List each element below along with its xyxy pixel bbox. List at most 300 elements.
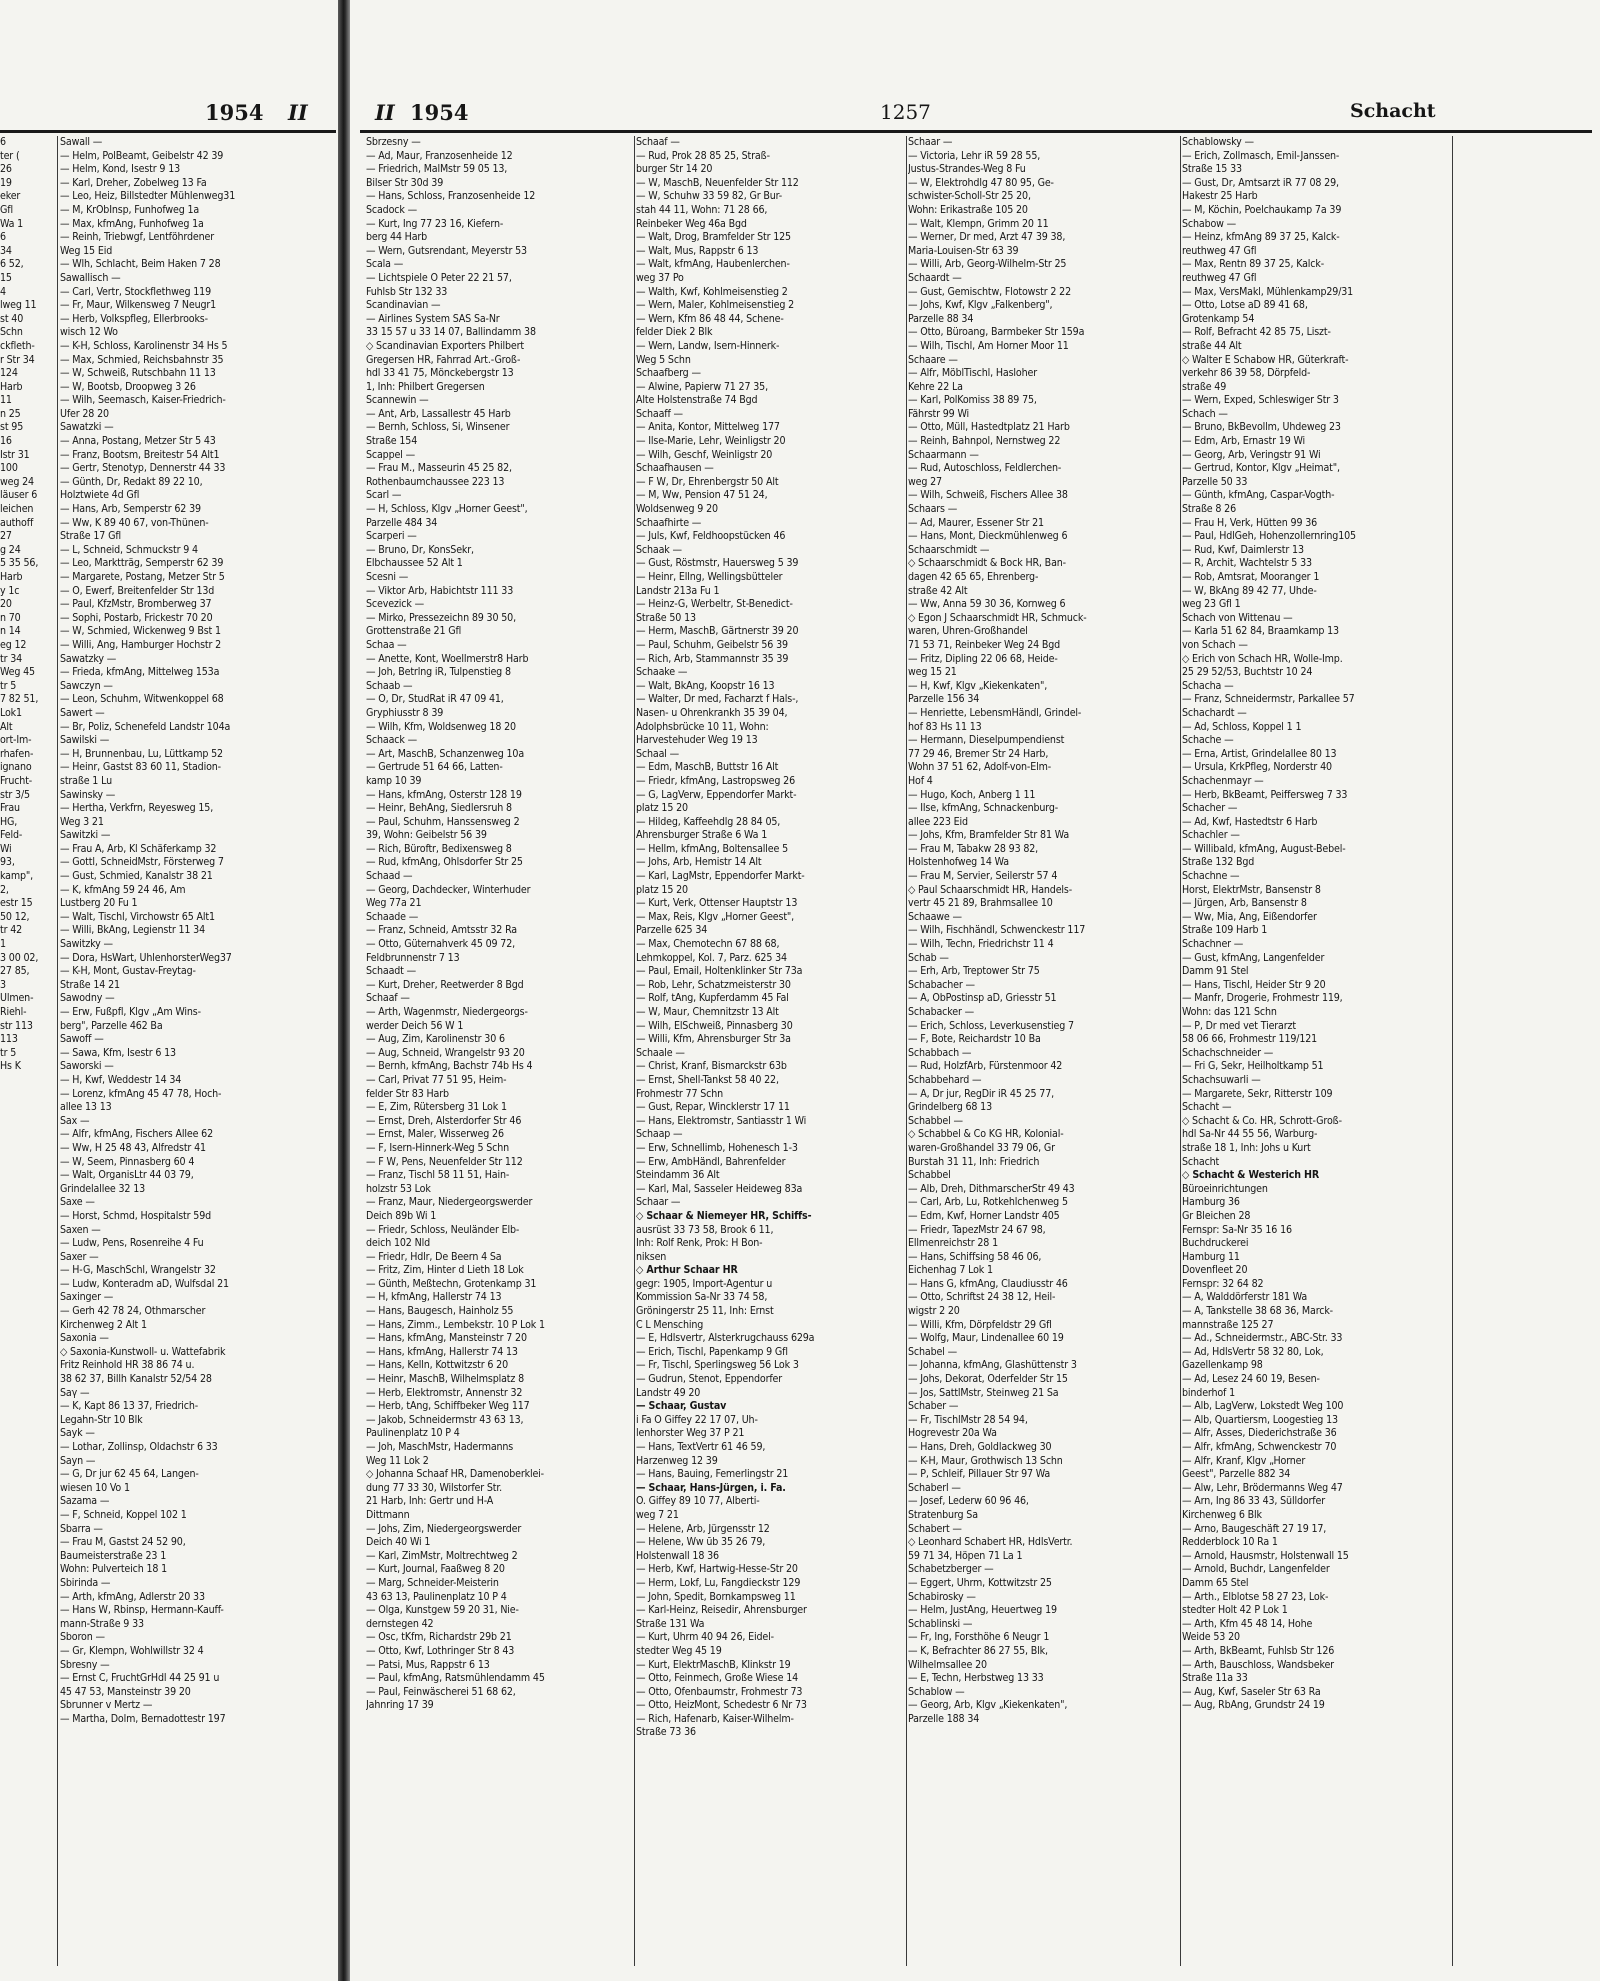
directory-entry-line: — Ad, Maurer, Essener Str 21 [908, 516, 1044, 529]
directory-entry-line: Schabbach — [908, 1046, 972, 1059]
directory-entry-line: — Frau M., Masseurin 45 25 82, [366, 462, 512, 475]
directory-entry-line: Straße 154 [366, 435, 418, 448]
directory-entry-line: — Rich, Büroftr, Bedixensweg 8 [366, 842, 512, 855]
directory-entry-line: Fritz Reinhold HR 38 86 74 u. [60, 1359, 195, 1372]
directory-entry-line: Schabirosky — [908, 1590, 976, 1603]
directory-entry-line: — Hans, Schiffsing 58 46 06, [908, 1250, 1042, 1263]
directory-entry-line: Frau [0, 802, 20, 815]
directory-entry-line: — E, Techn, Herbstweg 13 33 [908, 1672, 1044, 1685]
directory-entry-line: Geest", Parzelle 882 34 [1182, 1468, 1291, 1481]
directory-entry-line: Saxe — [60, 1196, 95, 1209]
directory-entry-line: — Leon, Schuhm, Witwenkoppel 68 [60, 693, 224, 706]
directory-entry-line: — Arth, BkBeamt, Fuhlsb Str 126 [1182, 1644, 1335, 1657]
directory-entry-line: Parzelle 156 34 [908, 693, 980, 706]
directory-entry-line: estr 15 [0, 897, 33, 910]
directory-entry-line: — Ludw, Konteradm aD, Wulfsdal 21 [60, 1277, 229, 1290]
directory-entry-line: Lustberg 20 Fu 1 [60, 897, 138, 910]
directory-entry-line: tr 34 [0, 652, 23, 665]
directory-entry-line: wiesen 10 Vo 1 [60, 1481, 130, 1494]
directory-entry-line: — Henriette, LebensmHändl, Grindel- [908, 706, 1082, 719]
directory-entry-line: — P, Dr med vet Tierarzt [1182, 1019, 1296, 1032]
directory-entry-line: — A, Walddörferstr 181 Wa [1182, 1291, 1308, 1304]
directory-entry-line: — Airlines System SAS Sa-Nr [366, 312, 500, 325]
directory-entry-line: — Rolf, tAng, Kupferdamm 45 Fal [636, 992, 789, 1005]
directory-entry-line: — Max, Chemotechn 67 88 68, [636, 938, 780, 951]
directory-entry-line: ckfleth- [0, 339, 35, 352]
directory-entry-line: — Friedr, Hdlr, De Beern 4 Sa [366, 1250, 502, 1263]
directory-entry-line: — Herm, Lokf, Lu, Fangdieckstr 129 [636, 1576, 801, 1589]
directory-entry-line: Sbrunner v Mertz — [60, 1699, 153, 1712]
directory-entry-line: — Paul, KfzMstr, Bromberweg 37 [60, 598, 212, 611]
directory-entry-line: Sbresny — [60, 1658, 110, 1671]
directory-entry-line: Scannewin — [366, 394, 429, 407]
directory-entry-line: — Mirko, Pressezeichn 89 30 50, [366, 611, 516, 624]
directory-entry-line: Dovenfleet 20 [1182, 1264, 1248, 1277]
directory-entry-line: 33 15 57 u 33 14 07, Ballindamm 38 [366, 326, 536, 339]
directory-entry-line: — Arno, Baugeschäft 27 19 17, [1182, 1522, 1327, 1535]
directory-entry-line: — Willibald, kfmAng, August-Bebel- [1182, 842, 1346, 855]
directory-entry-line: Buchdruckerei [1182, 1237, 1249, 1250]
directory-entry-line: weg 23 Gfl 1 [1182, 598, 1241, 611]
directory-entry-line: — Rolf, Befracht 42 85 75, Liszt- [1182, 326, 1331, 339]
directory-entry-line: Sawall — [60, 136, 103, 148]
directory-entry-line: straße 44 Alt [1182, 339, 1242, 352]
right-header-rule [360, 130, 1592, 133]
directory-entry-line: Schaad — [366, 870, 413, 883]
directory-entry-line: werder Deich 56 W 1 [366, 1019, 464, 1032]
directory-entry-line: — Margarete, Postang, Metzer Str 5 [60, 571, 225, 583]
directory-entry-line: Schaale — [636, 1046, 685, 1059]
directory-entry-line: — Rud, Kwf, Daimlerstr 13 [1182, 543, 1304, 556]
directory-entry-line: 59 71 34, Höpen 71 La 1 [908, 1549, 1023, 1562]
directory-entry-line: — W, Seem, Pinnasberg 60 4 [60, 1155, 195, 1168]
directory-entry-line: Eichenhag 7 Lok 1 [908, 1264, 993, 1277]
directory-entry-line: — Walt, kfmAng, Haubenlerchen- [636, 258, 790, 271]
directory-entry-line: — Alfr, kfmAng, Schwenckestr 70 [1182, 1441, 1337, 1453]
directory-entry-line: authoff [0, 516, 34, 529]
directory-entry-line: — Ad, Schloss, Koppel 1 1 [1182, 720, 1302, 733]
directory-entry-line: Schabel — [908, 1345, 957, 1358]
directory-entry-line: Inh: Rolf Renk, Prok: H Bon- [636, 1237, 763, 1250]
directory-entry-line: HG, [0, 815, 18, 828]
directory-entry-line: — Karl, PolKomiss 38 89 75, [908, 394, 1037, 407]
directory-entry-line: ◇ Schabbel & Co KG HR, Kolonial- [908, 1128, 1064, 1141]
directory-entry-line: Schach von Wittenau — [1182, 611, 1293, 624]
directory-entry-line: — F, Schneid, Koppel 102 1 [60, 1508, 187, 1521]
directory-entry-line: Ulmen- [0, 992, 34, 1005]
directory-entry-line: Gazellenkamp 98 [1182, 1359, 1263, 1372]
directory-entry-line: — Helene, Arb, Jürgensstr 12 [636, 1522, 770, 1535]
directory-entry-line: — Leo, Heiz, Billstedter Mühlenweg31 [60, 190, 236, 203]
directory-entry-line: ◇ Erich von Schach HR, Wolle-Imp. [1182, 652, 1343, 665]
directory-entry-line: — Wern, Exped, Schleswiger Str 3 [1182, 394, 1339, 407]
directory-entry-line: Straße 132 Bgd [1182, 856, 1255, 869]
directory-entry-line: wigstr 2 20 [908, 1305, 960, 1318]
directory-entry-line: weg 24 [0, 475, 34, 488]
directory-entry-line: Istr 31 [0, 448, 30, 461]
directory-entry-line: Schabbel [908, 1169, 951, 1182]
directory-entry-line: — Ww, H 25 48 43, Alfredstr 41 [60, 1141, 206, 1154]
column-divider [1452, 136, 1453, 1966]
directory-entry-line: — Alfr, kfmAng, Fischers Allee 62 [60, 1128, 213, 1141]
directory-entry-line: hdl Sa-Nr 44 55 56, Warburg- [1182, 1128, 1318, 1141]
directory-entry-line: — Alb, Quartiersm, Loogestieg 13 [1182, 1413, 1338, 1426]
directory-entry-line: Schab — [908, 951, 949, 964]
directory-entry-line: Schaake — [636, 666, 688, 679]
directory-entry-line: mann-Straße 9 33 [60, 1617, 144, 1630]
directory-entry-line: Schablow — [908, 1685, 965, 1698]
directory-entry-line: — Erh, Arb, Treptower Str 75 [908, 965, 1040, 978]
directory-entry-line: läuser 6 [0, 489, 38, 502]
directory-entry-line: — Hans, Mont, Dieckmühlenweg 6 [908, 530, 1068, 543]
directory-entry-line: straße 49 [1182, 380, 1227, 393]
directory-entry-line: — Friedrich, MalMstr 59 05 13, [366, 163, 508, 176]
directory-entry-line: — Hellm, kfmAng, Boltensallee 5 [636, 842, 788, 855]
column-divider [634, 136, 635, 1966]
directory-entry-line: — Frau M, Tabakw 28 93 82, [908, 842, 1039, 855]
directory-entry-line: — Gertrude 51 64 66, Latten- [366, 761, 503, 774]
directory-entry-line: Schaarschmidt — [908, 543, 990, 556]
directory-entry-line: ausrüst 33 73 58, Brook 6 11, [636, 1223, 774, 1236]
directory-entry-line: — K-H, Mont, Gustav-Freytag- [60, 965, 196, 978]
directory-entry-line: Redderblock 10 Ra 1 [1182, 1536, 1278, 1549]
directory-entry-line: — Rob, Lehr, Schatzmeisterstr 30 [636, 978, 791, 991]
directory-entry-line: straße 42 Alt [908, 584, 968, 597]
directory-entry-line: — F W, Pens, Neuenfelder Str 112 [366, 1155, 523, 1168]
directory-entry-line: Ufer 28 20 [60, 407, 109, 420]
directory-entry-line: — Willi, Kfm, Ahrensburger Str 3a [636, 1033, 791, 1046]
directory-entry-line: — Hertha, Verkfrn, Reyesweg 15, [60, 802, 214, 815]
directory-entry-line: Schaafhausen — [636, 462, 714, 475]
directory-entry-line: Scesni — [366, 571, 409, 583]
directory-entry-line: — Lichtspiele O Peter 22 21 57, [366, 271, 512, 284]
directory-entry-line: Landstr 213a Fu 1 [636, 584, 720, 597]
directory-entry-line: 19 [0, 176, 12, 189]
directory-entry-line: Reinbeker Weg 46a Bgd [636, 217, 747, 230]
directory-entry-line: eg 12 [0, 638, 27, 651]
directory-entry-line: — Aug, Zim, Karolinenstr 30 6 [366, 1033, 505, 1046]
directory-entry-line: — Fr, TischlMstr 28 54 94, [908, 1413, 1028, 1426]
directory-entry-line: — Günth, kfmAng, Caspar-Vogth- [1182, 489, 1335, 502]
directory-entry-line: Schablinski — [908, 1617, 973, 1630]
directory-entry-line: — Hermann, Dieselpumpendienst [908, 734, 1065, 747]
directory-entry-line: r Str 34 [0, 353, 35, 366]
directory-entry-line: — Sophi, Postarb, Frickestr 70 20 [60, 611, 213, 624]
directory-entry-line: — Edm, Arb, Ernastr 19 Wi [1182, 435, 1306, 448]
directory-entry-line: — G, LagVerw, Eppendorfer Markt- [636, 788, 797, 801]
directory-entry-line: waren-Großhandel 33 79 06, Gr [908, 1141, 1055, 1154]
directory-entry-line: Straße 14 21 [60, 978, 120, 991]
directory-entry-line: — Carl, Privat 77 51 95, Heim- [366, 1073, 507, 1086]
directory-entry-line: 15 [0, 271, 12, 284]
directory-entry-line: Wa 1 [0, 217, 24, 230]
directory-entry-line: Legahn-Str 10 Blk [60, 1413, 143, 1426]
directory-entry-line: Straße 109 Harb 1 [1182, 924, 1268, 937]
directory-entry-line: — Ant, Arb, Lassallestr 45 Harb [366, 407, 511, 420]
directory-entry-line: Schabbel — [908, 1114, 963, 1127]
directory-entry-line: stedter Weg 45 19 [636, 1644, 722, 1657]
directory-entry-line: — M, Ww, Pension 47 51 24, [636, 489, 768, 502]
directory-entry-line: — Otto, Schriftst 24 38 12, Heil- [908, 1291, 1056, 1304]
directory-entry-line: — Wilh, Geschf, Weinligstr 20 [636, 448, 773, 461]
directory-entry-line: Schaarmann — [908, 448, 979, 461]
directory-entry-line: — Schaar, Hans-Jürgen, i. Fa. [636, 1481, 786, 1494]
directory-entry-line: — Otto, HeizMont, Schedestr 6 Nr 73 [636, 1699, 807, 1712]
directory-entry-line: Holstenwall 18 36 [636, 1549, 719, 1562]
directory-entry-line: dernstegen 42 [366, 1617, 434, 1630]
directory-entry-line: — Hans, Arb, Semperstr 62 39 [60, 503, 201, 516]
directory-column-5 [1182, 136, 1410, 1976]
directory-entry-line: Scappel — [366, 448, 415, 461]
directory-entry-line: — Hans, Baugesch, Hainholz 55 [366, 1305, 514, 1318]
directory-entry-line: Schaaff — [636, 407, 683, 420]
directory-entry-line: — Johanna, kfmAng, Glashüttenstr 3 [908, 1359, 1077, 1372]
directory-entry-line: 6 52, [0, 258, 24, 271]
directory-entry-line: — Willi, BkAng, Legienstr 11 34 [60, 924, 205, 937]
directory-entry-line: — Franz, Schneidermstr, Parkallee 57 [1182, 693, 1355, 706]
directory-entry-line: 27 [0, 530, 12, 543]
directory-entry-line: berg", Parzelle 462 Ba [60, 1019, 163, 1032]
directory-entry-line: — Christ, Kranf, Bismarckstr 63b [636, 1060, 787, 1073]
directory-entry-line: Hogrevestr 20a Wa [908, 1427, 997, 1440]
directory-entry-line: Kehre 22 La [908, 380, 963, 393]
directory-entry-line: Alte Holstenstraße 74 Bgd [636, 394, 758, 407]
directory-entry-line: Schabacker — [908, 1006, 974, 1018]
directory-entry-line: — F, Isern-Hinnerk-Weg 5 Schn [366, 1141, 510, 1154]
directory-entry-line: — A, Dr jur, RegDir iR 45 25 77, [908, 1087, 1055, 1100]
directory-entry-line: — Ad, Maur, Franzosenheide 12 [366, 149, 513, 162]
directory-entry-line: — Lorenz, kfmAng 45 47 78, Hoch- [60, 1087, 222, 1100]
directory-entry-line: — Karl-Heinz, Reisedir, Ahrensburger [636, 1604, 807, 1617]
directory-entry-line: — Arth, Bauschloss, Wandsbeker [1182, 1658, 1334, 1671]
directory-entry-line: — Karl, Dreher, Zobelweg 13 Fa [60, 176, 207, 189]
directory-entry-line: y 1c [0, 584, 20, 597]
directory-entry-line: i Fa O Giffey 22 17 07, Uh- [636, 1413, 758, 1426]
directory-entry-line: Schachschneider — [1182, 1046, 1274, 1059]
directory-entry-line: — Wilh, Techn, Friedrichstr 11 4 [908, 938, 1054, 951]
directory-entry-line: Saxer — [60, 1250, 99, 1263]
directory-entry-line: — Georg, Arb, Veringstr 91 Wi [1182, 448, 1321, 461]
directory-entry-line: Gr Bleichen 28 [1182, 1209, 1251, 1222]
directory-entry-line: — Paul, Feinwäscherei 51 68 62, [366, 1685, 516, 1698]
directory-entry-line: — H, Brunnenbau, Lu, Lüttkamp 52 [60, 747, 223, 760]
directory-entry-line: ignano [0, 761, 32, 774]
directory-entry-line: Schaadt — [366, 965, 417, 978]
directory-entry-line: — Heinz, kfmAng 89 37 25, Kalck- [1182, 231, 1340, 244]
directory-entry-line: — Wilh, Fischhändl, Schwenckestr 117 [908, 924, 1086, 937]
directory-entry-line: Schachner — [1182, 938, 1244, 951]
directory-entry-line: — Schaar, Gustav [636, 1400, 727, 1413]
directory-entry-line: — Rud, Autoschloss, Feldlerchen- [908, 462, 1062, 475]
directory-entry-line: — Wilh, Schweiß, Fischers Allee 38 [908, 489, 1068, 502]
directory-entry-line: — Horst, Schmd, Hospitalstr 59d [60, 1209, 212, 1222]
directory-entry-line: Schaade — [366, 910, 419, 923]
right-header-part: II [375, 100, 395, 125]
left-header-rule [0, 130, 336, 133]
directory-entry-line: — E, Zim, Rütersberg 31 Lok 1 [366, 1101, 507, 1114]
directory-entry-line: — Ww, K 89 40 67, von-Thünen- [60, 516, 209, 529]
directory-entry-line: — Helm, JustAng, Heuertweg 19 [908, 1604, 1057, 1617]
directory-entry-line: eker [0, 190, 21, 203]
directory-entry-line: — K-H, Schloss, Karolinenstr 34 Hs 5 [60, 339, 228, 352]
directory-entry-line: — Walt, Klempn, Grimm 20 11 [908, 217, 1049, 230]
directory-entry-line: Grindelberg 68 13 [908, 1101, 993, 1114]
directory-entry-line: — Erich, Tischl, Papenkamp 9 Gfl [636, 1345, 788, 1358]
directory-entry-line: — Heinr, MaschB, Wilhelmsplatz 8 [366, 1373, 525, 1386]
directory-entry-line: Schaak — [636, 543, 682, 556]
directory-entry-line: Weg 11 Lok 2 [366, 1454, 429, 1467]
directory-entry-line: — A, Tankstelle 38 68 36, Marck- [1182, 1305, 1333, 1318]
directory-entry-line: Parzelle 484 34 [366, 516, 438, 529]
directory-entry-line: str 113 [0, 1019, 33, 1032]
directory-entry-line: — Otto, Lotse aD 89 41 68, [1182, 299, 1308, 312]
directory-entry-line: — Günth, Dr, Redakt 89 22 10, [60, 475, 203, 488]
directory-entry-line: 1, Inh: Philbert Gregersen [366, 380, 485, 393]
directory-entry-line: — Sawa, Kfm, Isestr 6 13 [60, 1046, 176, 1059]
directory-entry-line: Scadock — [366, 203, 417, 216]
directory-entry-line: Parzelle 50 33 [1182, 475, 1248, 488]
directory-entry-line: — Frau A, Arb, Kl Schäferkamp 32 [60, 842, 217, 855]
directory-entry-line: — Herm, MaschB, Gärtnerstr 39 20 [636, 625, 799, 638]
directory-entry-line: — Fr, Tischl, Sperlingsweg 56 Lok 3 [636, 1359, 799, 1372]
directory-entry-line: Burstah 31 11, Inh: Friedrich [908, 1155, 1040, 1168]
directory-entry-line: — Rud, Prok 28 85 25, Straß- [636, 149, 770, 162]
directory-entry-line: — Hildeg, Kaffeehdlg 28 84 05, [636, 815, 781, 828]
directory-entry-line: — Patsi, Mus, Rappstr 6 13 [366, 1658, 490, 1671]
directory-entry-line: Scevezick — [366, 598, 424, 611]
directory-entry-line: Harzenweg 12 39 [636, 1454, 718, 1467]
directory-entry-line: lenhorster Weg 37 P 21 [636, 1427, 745, 1440]
directory-entry-line: — K, kfmAng 59 24 46, Am [60, 883, 186, 896]
directory-entry-line: Frohmestr 77 Schn [636, 1087, 724, 1100]
directory-entry-line: — Otto, Güternahverk 45 09 72, [366, 938, 516, 951]
directory-entry-line: stah 44 11, Wohn: 71 28 66, [636, 203, 768, 216]
directory-entry-line: Saγ — [60, 1386, 90, 1399]
directory-entry-line: — Fri G, Sekr, Heilholtkamp 51 [1182, 1060, 1324, 1073]
directory-entry-line: — Alb, LagVerw, Lokstedt Weg 100 [1182, 1400, 1344, 1413]
directory-entry-line: — Georg, Arb, Klgv „Kiekenkaten", [908, 1699, 1068, 1712]
directory-entry-line: Schaardt — [908, 271, 962, 284]
directory-entry-line: Schaawe — [908, 910, 962, 923]
directory-entry-line: Sax — [60, 1114, 90, 1127]
directory-entry-line: — Max, Reis, Klgv „Horner Geest", [636, 910, 795, 923]
directory-entry-line: — Osc, tKfm, Richardstr 29b 21 [366, 1631, 512, 1644]
directory-entry-line: — Bernh, kfmAng, Bachstr 74b Hs 4 [366, 1060, 533, 1073]
directory-entry-line: — Jos, SattlMstr, Steinweg 21 Sa [908, 1386, 1059, 1399]
directory-entry-line: ◇ Leonhard Schabert HR, HdlsVertr. [908, 1536, 1073, 1549]
directory-entry-line: Sbarra — [60, 1522, 103, 1535]
directory-entry-line: 34 [0, 244, 12, 257]
directory-entry-line: — Gust, Röstmstr, Hauersweg 5 39 [636, 557, 799, 570]
directory-entry-line: Schach — [1182, 407, 1228, 420]
directory-entry-line: — Max, Schmied, Reichsbahnstr 35 [60, 353, 224, 366]
directory-entry-line: Schaaf — [636, 136, 680, 148]
directory-entry-line: Sboron — [60, 1631, 105, 1644]
directory-entry-line: — Ad., Schneidermstr., ABC-Str. 33 [1182, 1332, 1343, 1345]
directory-entry-line: st 40 [0, 312, 24, 325]
directory-entry-line: Schacha — [1182, 679, 1234, 692]
directory-entry-line: ◇ Schaar & Niemeyer HR, Schiffs- [636, 1209, 812, 1222]
directory-entry-line: Harb [0, 571, 23, 583]
page-number: 1257 [880, 100, 931, 124]
directory-entry-line: — Anette, Kont, Woellmerstr8 Harb [366, 652, 529, 665]
directory-entry-line: — Erw, Fußpfl, Klgv „Am Wins- [60, 1006, 201, 1018]
directory-entry-line: Schachenmayr — [1182, 774, 1264, 787]
directory-entry-line: — Walt, Drog, Bramfelder Str 125 [636, 231, 791, 244]
directory-entry-line: — K-H, Maur, Grothwisch 13 Schn [908, 1454, 1063, 1467]
directory-entry-line: von Schach — [1182, 638, 1248, 651]
directory-entry-line: — Alfr, Asses, Diederichstraße 36 [1182, 1427, 1337, 1440]
directory-entry-line: Jahnring 17 39 [366, 1699, 434, 1712]
directory-entry-line: — Heinr, Gastst 83 60 11, Stadion- [60, 761, 221, 774]
directory-entry-line: Dittmann [366, 1508, 410, 1521]
directory-entry-line: Hakestr 25 Harb [1182, 190, 1258, 203]
directory-entry-line: stedter Holt 42 P Lok 1 [1182, 1604, 1288, 1617]
directory-entry-line: — Friedr, Schloss, Neuländer Elb- [366, 1223, 520, 1236]
directory-entry-line: — Max, Rentn 89 37 25, Kalck- [1182, 258, 1325, 271]
directory-entry-line: — Herb, Kwf, Hartwig-Hesse-Str 20 [636, 1563, 798, 1576]
directory-entry-line: Sawilski — [60, 734, 110, 747]
directory-entry-line: — Erich, Schloss, Leverkusenstieg 7 [908, 1019, 1074, 1032]
directory-entry-line: Frucht- [0, 774, 33, 787]
directory-entry-line: — Ernst, Dreh, Alsterdorfer Str 46 [366, 1114, 522, 1127]
directory-entry-line: — Erw, AmbHändl, Bahrenfelder [636, 1155, 786, 1168]
directory-entry-line: — Johs, Kwf, Klgv „Falkenberg", [908, 299, 1053, 312]
directory-column-4 [908, 136, 1178, 1976]
directory-entry-line: Straße 17 Gfl [60, 530, 122, 543]
directory-entry-line: allee 223 Eid [908, 815, 968, 828]
directory-entry-line: — Marg, Schneider-Meisterin [366, 1576, 499, 1589]
directory-entry-line: — Fritz, Zim, Hinter d Lieth 18 Lok [366, 1264, 524, 1277]
directory-entry-line: — Franz, Schneid, Amtsstr 32 Ra [366, 924, 517, 937]
directory-entry-line: Paulinenplatz 10 P 4 [366, 1427, 460, 1440]
directory-entry-line: 27 85, [0, 965, 30, 978]
directory-entry-line: Sawinsky — [60, 788, 116, 801]
directory-column-3 [636, 136, 904, 1976]
directory-entry-line: — Franz, Maur, Niedergeorgswerder [366, 1196, 533, 1209]
directory-entry-line: Weg 15 Eid [60, 244, 113, 257]
directory-entry-line: — Ludw, Pens, Rosenreihe 4 Fu [60, 1237, 204, 1250]
directory-entry-line: Weide 53 20 [1182, 1631, 1240, 1644]
directory-entry-line: — Alw, Lehr, Brödermanns Weg 47 [1182, 1481, 1343, 1494]
directory-entry-line: dung 77 33 30, Wilstorfer Str. [366, 1481, 503, 1494]
directory-entry-line: Scarperi — [366, 530, 417, 543]
directory-entry-line: Schn [0, 326, 23, 339]
directory-entry-line: Alt [0, 720, 13, 733]
directory-entry-line: — W, BkAng 89 42 77, Uhde- [1182, 584, 1317, 597]
directory-entry-line: Woldsenweg 9 20 [636, 503, 718, 516]
directory-entry-line: — Willi, Arb, Georg-Wilhelm-Str 25 [908, 258, 1067, 271]
directory-entry-line: — Hans, Tischl, Heider Str 9 20 [1182, 978, 1326, 991]
directory-entry-line: 21 Harb, Inh: Gertr und H-A [366, 1495, 494, 1508]
directory-entry-line: — P, Schleif, Pillauer Str 97 Wa [908, 1468, 1051, 1481]
directory-entry-line: Rothenbaumchaussee 223 13 [366, 475, 505, 488]
directory-entry-line: 39, Wohn: Geibelstr 56 39 [366, 829, 487, 842]
directory-entry-line: Wi [0, 842, 12, 855]
directory-entry-line: — Erna, Artist, Grindelallee 80 13 [1182, 747, 1337, 760]
directory-entry-line: Schaack — [366, 734, 417, 747]
directory-entry-line: — Wolfg, Maur, Lindenallee 60 19 [908, 1332, 1064, 1345]
directory-entry-line: 124 [0, 367, 18, 380]
directory-entry-line: — Hans, TextVertr 61 46 59, [636, 1441, 766, 1453]
directory-entry-line: — Kurt, Ing 77 23 16, Kiefern- [366, 217, 504, 230]
directory-entry-line: ◇ Walter E Schabow HR, Güterkraft- [1182, 353, 1349, 366]
directory-entry-line: Saxen — [60, 1223, 101, 1236]
directory-entry-line: Wilhelmsallee 20 [908, 1658, 987, 1671]
directory-entry-line: — Hans, kfmAng, Hallerstr 74 13 [366, 1345, 518, 1358]
directory-entry-line: — Franz, Tischl 58 11 51, Hain- [366, 1169, 510, 1182]
directory-entry-line: — Werner, Dr med, Arzt 47 39 38, [908, 231, 1066, 244]
